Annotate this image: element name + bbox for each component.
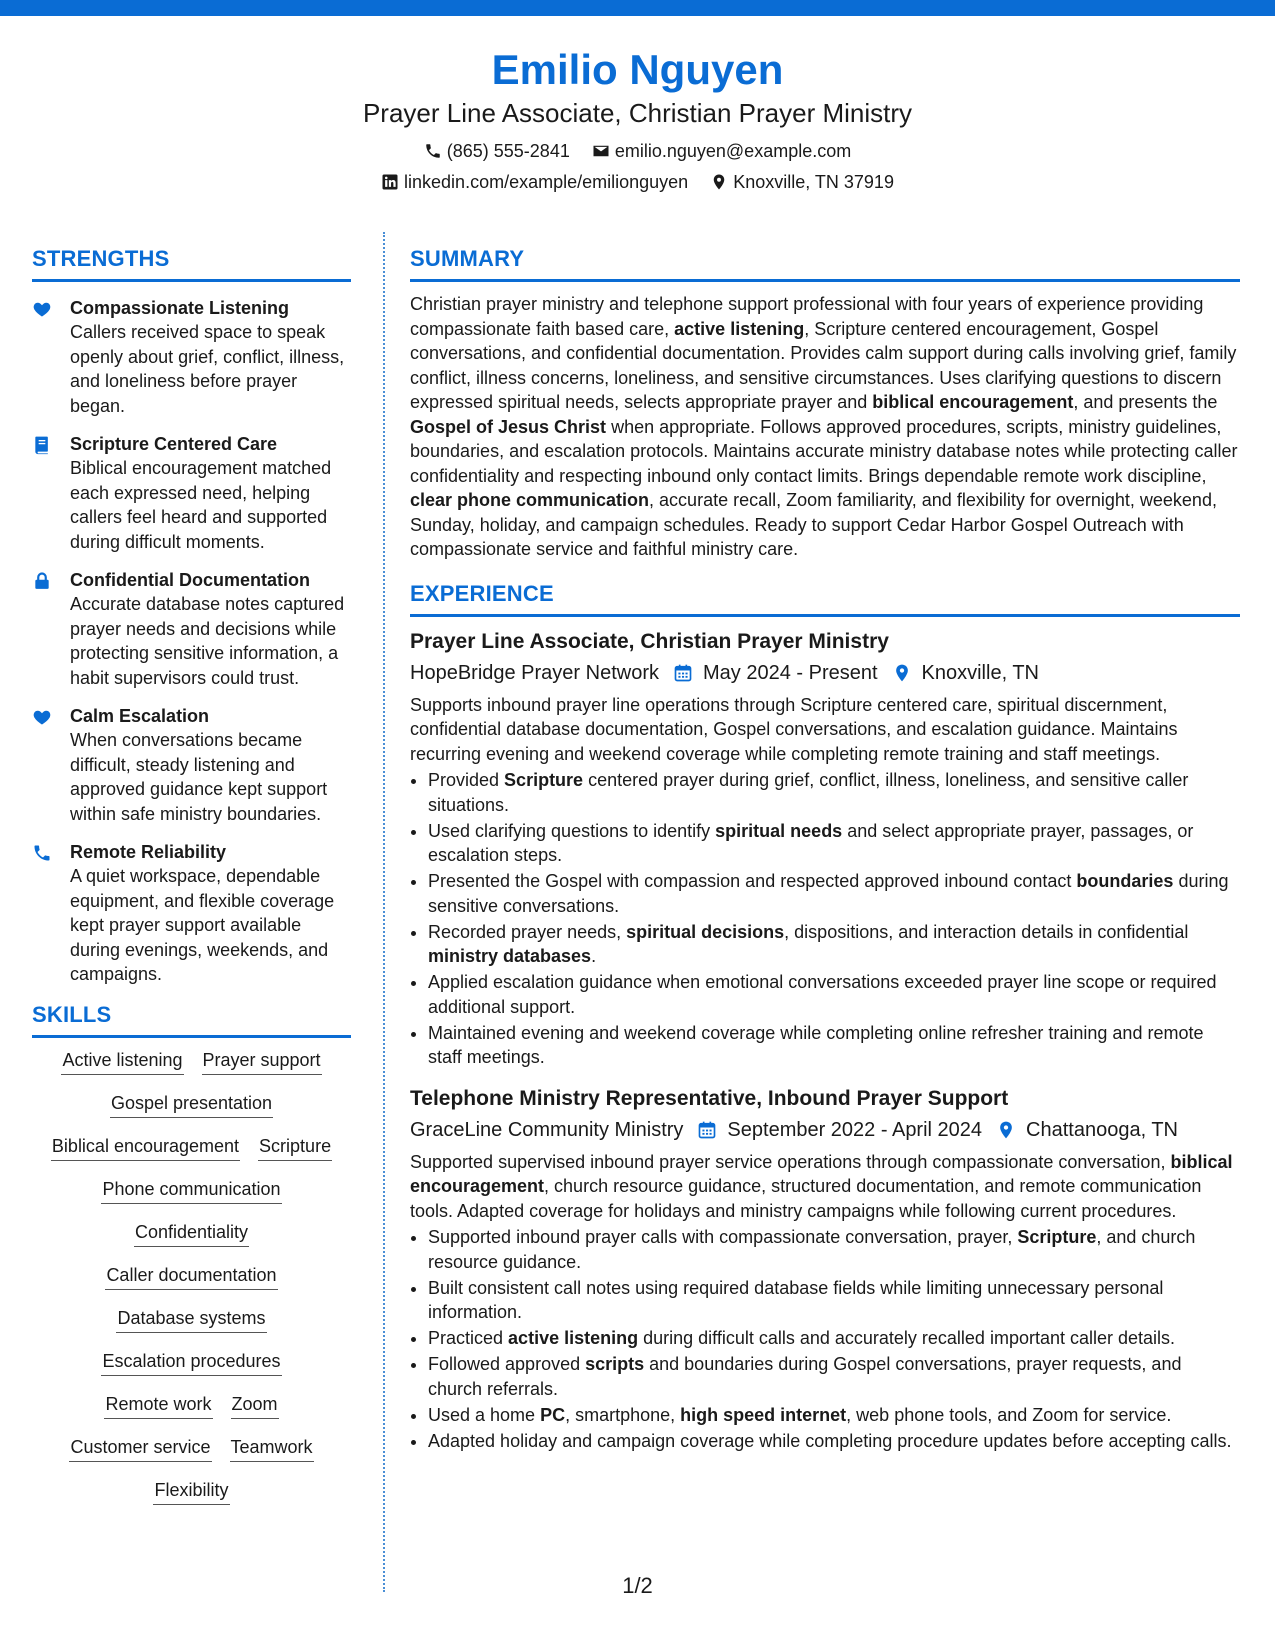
skills-section [32, 1001, 351, 1505]
job-entry [410, 627, 1240, 1070]
phone-icon [424, 142, 442, 160]
skill-tag: Zoom [231, 1392, 279, 1419]
bullet-bold: Scripture [1017, 1227, 1097, 1247]
job-bullet [428, 1225, 1240, 1274]
job-description-text: Supported supervised inbound prayer service operations through compassionate conversation, [410, 1151, 1171, 1172]
strength-icon-wrap [32, 432, 70, 554]
bullet-text: Applied escalation guidance when emotional conversations exceeded prayer line scope or required additional support. [428, 972, 1217, 1017]
experience-heading: EXPERIENCE [410, 580, 554, 606]
map-pin-icon [892, 663, 912, 683]
strengths-heading: STRENGTHS [32, 246, 170, 271]
bullet-text: during difficult calls and accurately recalled important caller details. [638, 1328, 1176, 1348]
strengths-list [32, 296, 351, 987]
left-column [32, 245, 351, 1521]
bullet-bold: PC [540, 1404, 566, 1425]
summary-rule [410, 279, 1240, 282]
strength-description: Biblical encouragement matched each expressed need, helping callers feel heard and supported during difficult moments. [70, 458, 332, 552]
candidate-name: Emilio Nguyen [491, 46, 784, 93]
skill-row [32, 1048, 351, 1075]
strength-body [70, 432, 351, 554]
job-title: Telephone Ministry Representative, Inbound Prayer Support [410, 1086, 1009, 1110]
contact-row-1 [0, 140, 1275, 162]
strength-body [70, 568, 351, 690]
bullet-text: Used clarifying questions to identify [428, 820, 716, 841]
bullet-text: . [591, 946, 597, 966]
skill-tag: Caller documentation [105, 1263, 277, 1290]
strength-description: Callers received space to speak openly about grief, conflict, illness, and loneliness before prayer began. [70, 322, 345, 416]
strength-item [32, 840, 351, 987]
bullet-bold: Scripture [504, 770, 584, 790]
job-bullet [428, 970, 1240, 1019]
skill-row [32, 1392, 351, 1419]
strength-item [32, 296, 351, 418]
bullet-text: during sensitive conversations. [428, 871, 1229, 916]
contact-row-2 [0, 171, 1275, 193]
bullet-text: , smartphone, [565, 1404, 681, 1425]
phone-contact[interactable] [424, 140, 570, 162]
lock-icon [32, 571, 52, 591]
job-company: HopeBridge Prayer Network [410, 661, 659, 684]
skill-row [32, 1263, 351, 1290]
strength-title: Scripture Centered Care [70, 434, 278, 454]
skill-row [32, 1177, 351, 1204]
resume-header [0, 44, 1275, 193]
skill-tag: Teamwork [230, 1435, 314, 1462]
bullet-text: and select appropriate prayer, passages, or escalation steps. [428, 820, 1194, 865]
summary-text [410, 292, 1240, 562]
job-company: GraceLine Community Ministry [410, 1118, 684, 1141]
skill-row [32, 1435, 351, 1462]
bullet-text: Followed approved [428, 1354, 586, 1374]
job-dates: September 2022 - April 2024 [727, 1118, 983, 1141]
bullet-bold: ministry databases [428, 946, 592, 966]
bullet-text: , dispositions, and interaction details in confidential [784, 921, 1189, 942]
bullet-bold: spiritual needs [715, 820, 843, 841]
strength-description: When conversations became difficult, steady listening and approved guidance kept support within safe ministry boundaries. [70, 730, 328, 824]
summary-bold: Gospel of Jesus Christ [410, 416, 607, 437]
bullet-text: Used a home [428, 1404, 541, 1425]
summary-text: , accurate recall, Zoom familiarity, and flexibility for overnight, weekend, Sunday, holiday, and campaign schedules. Ready to support Cedar Harbor Gospel Outreach with compassionate service and faithful ministry care. [410, 490, 1217, 559]
job-location: Knoxville, TN [921, 661, 1039, 684]
experience-rule [410, 614, 1240, 617]
strength-icon-wrap [32, 296, 70, 418]
strengths-rule [32, 279, 351, 282]
summary-text: , Scripture centered encouragement, Gospel conversations, and confidential documentation. Provides calm support during calls involving grief, family conflict, illness concerns, loneliness, and sensitive circumstances. Uses clarifying questions to discern expressed spiritual needs, selects appropriate prayer and [410, 318, 1237, 412]
skills-heading: SKILLS [32, 1001, 112, 1027]
strength-item [32, 704, 351, 826]
skill-tag: Biblical encouragement [51, 1134, 240, 1161]
job-bullet [428, 768, 1240, 817]
skills-rule [32, 1035, 351, 1038]
strengths-section [32, 245, 351, 987]
skill-row [32, 1349, 351, 1376]
skill-tag: Prayer support [202, 1048, 322, 1075]
skill-tag: Active listening [61, 1048, 183, 1075]
bullet-text: Provided [428, 770, 505, 790]
column-divider [383, 232, 385, 1592]
strength-item [32, 432, 351, 554]
strength-title: Confidential Documentation [70, 570, 310, 590]
strength-icon-wrap [32, 840, 70, 987]
skill-tag: Confidentiality [134, 1220, 249, 1247]
bullet-text: , and church resource guidance. [428, 1227, 1196, 1272]
summary-bold: clear phone communication [410, 490, 650, 510]
location-contact [710, 171, 894, 193]
strength-icon-wrap [32, 568, 70, 690]
bullet-text: and boundaries during Gospel conversations, prayer requests, and church referrals. [428, 1354, 1182, 1399]
job-location: Chattanooga, TN [1026, 1118, 1178, 1141]
job-bullet [428, 1276, 1240, 1325]
phone-icon [32, 843, 52, 863]
right-column [410, 245, 1240, 1455]
job-bullet [428, 1352, 1240, 1401]
job-bullet [428, 1021, 1240, 1070]
skill-tag: Phone communication [101, 1177, 281, 1204]
strength-description: Accurate database notes captured prayer needs and decisions while protecting sensitive information, a habit supervisors could trust. [70, 594, 345, 688]
job-description-text: , church resource guidance, structured documentation, and remote communication tools. Adapted coverage for holidays and ministry campaigns while following current procedures. [410, 1176, 1202, 1221]
linkedin-icon [381, 173, 399, 191]
job-bullet [428, 1326, 1240, 1351]
skill-tag: Escalation procedures [101, 1349, 281, 1376]
job-bullet [428, 819, 1240, 868]
summary-section [410, 245, 1240, 562]
calendar-icon [697, 1120, 717, 1140]
skill-row [32, 1220, 351, 1247]
envelope-icon [592, 142, 610, 160]
heart-icon [32, 299, 52, 319]
strength-body [70, 840, 351, 987]
job-description [410, 1150, 1240, 1224]
bullet-bold: scripts [585, 1354, 645, 1374]
email-contact[interactable] [592, 140, 851, 162]
job-bullet [428, 869, 1240, 918]
heart-icon [32, 707, 52, 727]
job-description-bold: biblical encouragement [410, 1151, 1233, 1196]
strength-title: Calm Escalation [70, 706, 210, 726]
linkedin-contact[interactable] [381, 171, 688, 193]
top-accent-bar [0, 0, 1275, 16]
summary-heading: SUMMARY [410, 246, 525, 271]
candidate-role: Prayer Line Associate, Christian Prayer Ministry [362, 98, 913, 128]
job-bullet [428, 1403, 1240, 1428]
summary-text: Christian prayer ministry and telephone support professional with four years of experience providing compassionate faith based care, [410, 294, 1204, 339]
skill-tag: Gospel presentation [110, 1091, 273, 1118]
bullet-bold: boundaries [1076, 871, 1174, 891]
strength-item [32, 568, 351, 690]
job-bullet [428, 920, 1240, 969]
skill-tag: Customer service [69, 1435, 211, 1462]
bullet-text: Supported inbound prayer calls with compassionate conversation, prayer, [428, 1227, 1018, 1247]
bullet-text: Presented the Gospel with compassion and respected approved inbound contact [428, 871, 1077, 891]
job-bullet [428, 1429, 1240, 1454]
skill-row [32, 1478, 351, 1505]
skill-row [32, 1134, 351, 1161]
strength-body [70, 704, 351, 826]
bullet-text: Recorded prayer needs, [428, 921, 627, 942]
bullet-text: , web phone tools, and Zoom for service. [846, 1404, 1172, 1425]
bullet-text: centered prayer during grief, conflict, illness, loneliness, and sensitive caller situations. [428, 770, 1189, 815]
bullet-text: Adapted holiday and campaign coverage while completing procedure updates before accepting calls. [428, 1430, 1232, 1451]
skill-tag: Remote work [104, 1392, 212, 1419]
bullet-bold: active listening [508, 1328, 639, 1348]
email-text: emilio.nguyen@example.com [614, 141, 852, 161]
job-entry [410, 1084, 1240, 1454]
phone-text: (865) 555-2841 [446, 141, 570, 161]
strength-body [70, 296, 351, 418]
skill-tag: Flexibility [153, 1478, 229, 1505]
linkedin-text: linkedin.com/example/emilionguyen [404, 172, 689, 192]
page-number: 1/2 [622, 1573, 653, 1598]
job-meta [410, 659, 1240, 687]
job-bullets [410, 768, 1240, 1070]
location-text: Knoxville, TN 37919 [733, 172, 894, 192]
skill-row [32, 1091, 351, 1118]
summary-bold: biblical encouragement [872, 392, 1074, 412]
skill-tag: Scripture [258, 1134, 332, 1161]
bullet-text: Maintained evening and weekend coverage while completing online refresher training and remote staff meetings. [428, 1022, 1204, 1067]
skills-list [32, 1048, 351, 1505]
experience-section [410, 580, 1240, 1454]
job-meta [410, 1116, 1240, 1144]
strength-description: A quiet workspace, dependable equipment, and flexible coverage kept prayer support available during evenings, weekends, and campaigns. [70, 866, 335, 984]
summary-text: when appropriate. Follows approved procedures, scripts, ministry guidelines, boundaries, and escalation protocols. Maintains accurate ministry database notes while protecting caller confidentiality and respecting inbound only contact limits. Brings dependable remote work discipline, [410, 416, 1238, 486]
job-title: Prayer Line Associate, Christian Prayer Ministry [410, 629, 889, 653]
bullet-text: Practiced [428, 1328, 509, 1348]
bullet-bold: high speed internet [680, 1404, 847, 1425]
job-dates: May 2024 - Present [703, 661, 878, 684]
strength-title: Compassionate Listening [70, 298, 290, 318]
map-pin-icon [996, 1120, 1016, 1140]
book-icon [32, 435, 52, 455]
skill-tag: Database systems [116, 1306, 266, 1333]
skill-row [32, 1306, 351, 1333]
summary-text: , and presents the [1073, 392, 1218, 412]
summary-bold: active listening [674, 318, 805, 339]
strength-title: Remote Reliability [70, 842, 227, 862]
job-bullets [410, 1225, 1240, 1453]
bullet-bold: spiritual decisions [626, 921, 785, 942]
job-description: Supports inbound prayer line operations through Scripture centered care, spiritual discernment, confidential database documentation, Gospel conversations, and escalation guidance. Maintains recurring evening and weekend coverage while completing remote training and staff meetings. [410, 694, 1178, 764]
calendar-icon [673, 663, 693, 683]
jobs-list [410, 627, 1240, 1454]
bullet-text: Built consistent call notes using required database fields while limiting unnecessary personal information. [428, 1277, 1164, 1322]
map-pin-icon [710, 173, 728, 191]
strength-icon-wrap [32, 704, 70, 826]
